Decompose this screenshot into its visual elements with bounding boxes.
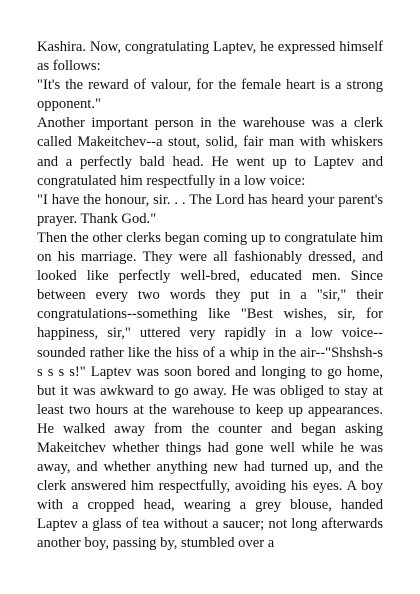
document-page <box>37 38 383 554</box>
paragraph: Kashira. Now, congratulating Laptev, he expressed himself as follows: <box>37 39 383 75</box>
paragraph: Then the other clerks began coming up to congratulate him on his marriage. They were all fashionably dressed, and looked like perfectly well-bred, educated men. Since between every two words they put in a "sir," their congratulations--something like "Best wishes, sir, for happiness, sir," uttered very rapidly in a low voice--sounded rather like the hiss of a whip in the air--"Shshsh-s s s s s!" Laptev was soon bored and longing to go home, but it was awkward to go away. He was obliged to stay at least two hours at the warehouse to keep up appearances. He walked away from the counter and began asking Makeitchev whether things had gone well while he was away, and whether anything new had turned up, and the clerk answered him respectfully, avoiding his eyes. A boy with a cropped head, wearing a grey blouse, handed Laptev a glass of tea without a saucer; not long afterwards another boy, passing by, stumbled over a <box>37 229 383 552</box>
paragraph: "It's the reward of valour, for the female heart is a strong opponent." <box>37 77 383 113</box>
paragraph: Another important person in the warehouse was a clerk called Makeitchev--a stout, solid, fair man with whiskers and a perfectly bald head. He went up to Laptev and congratulated him respectfully in a low voice: <box>37 115 383 189</box>
paragraph: "I have the honour, sir. . . The Lord has heard your parent's prayer. Thank God." <box>37 191 383 227</box>
